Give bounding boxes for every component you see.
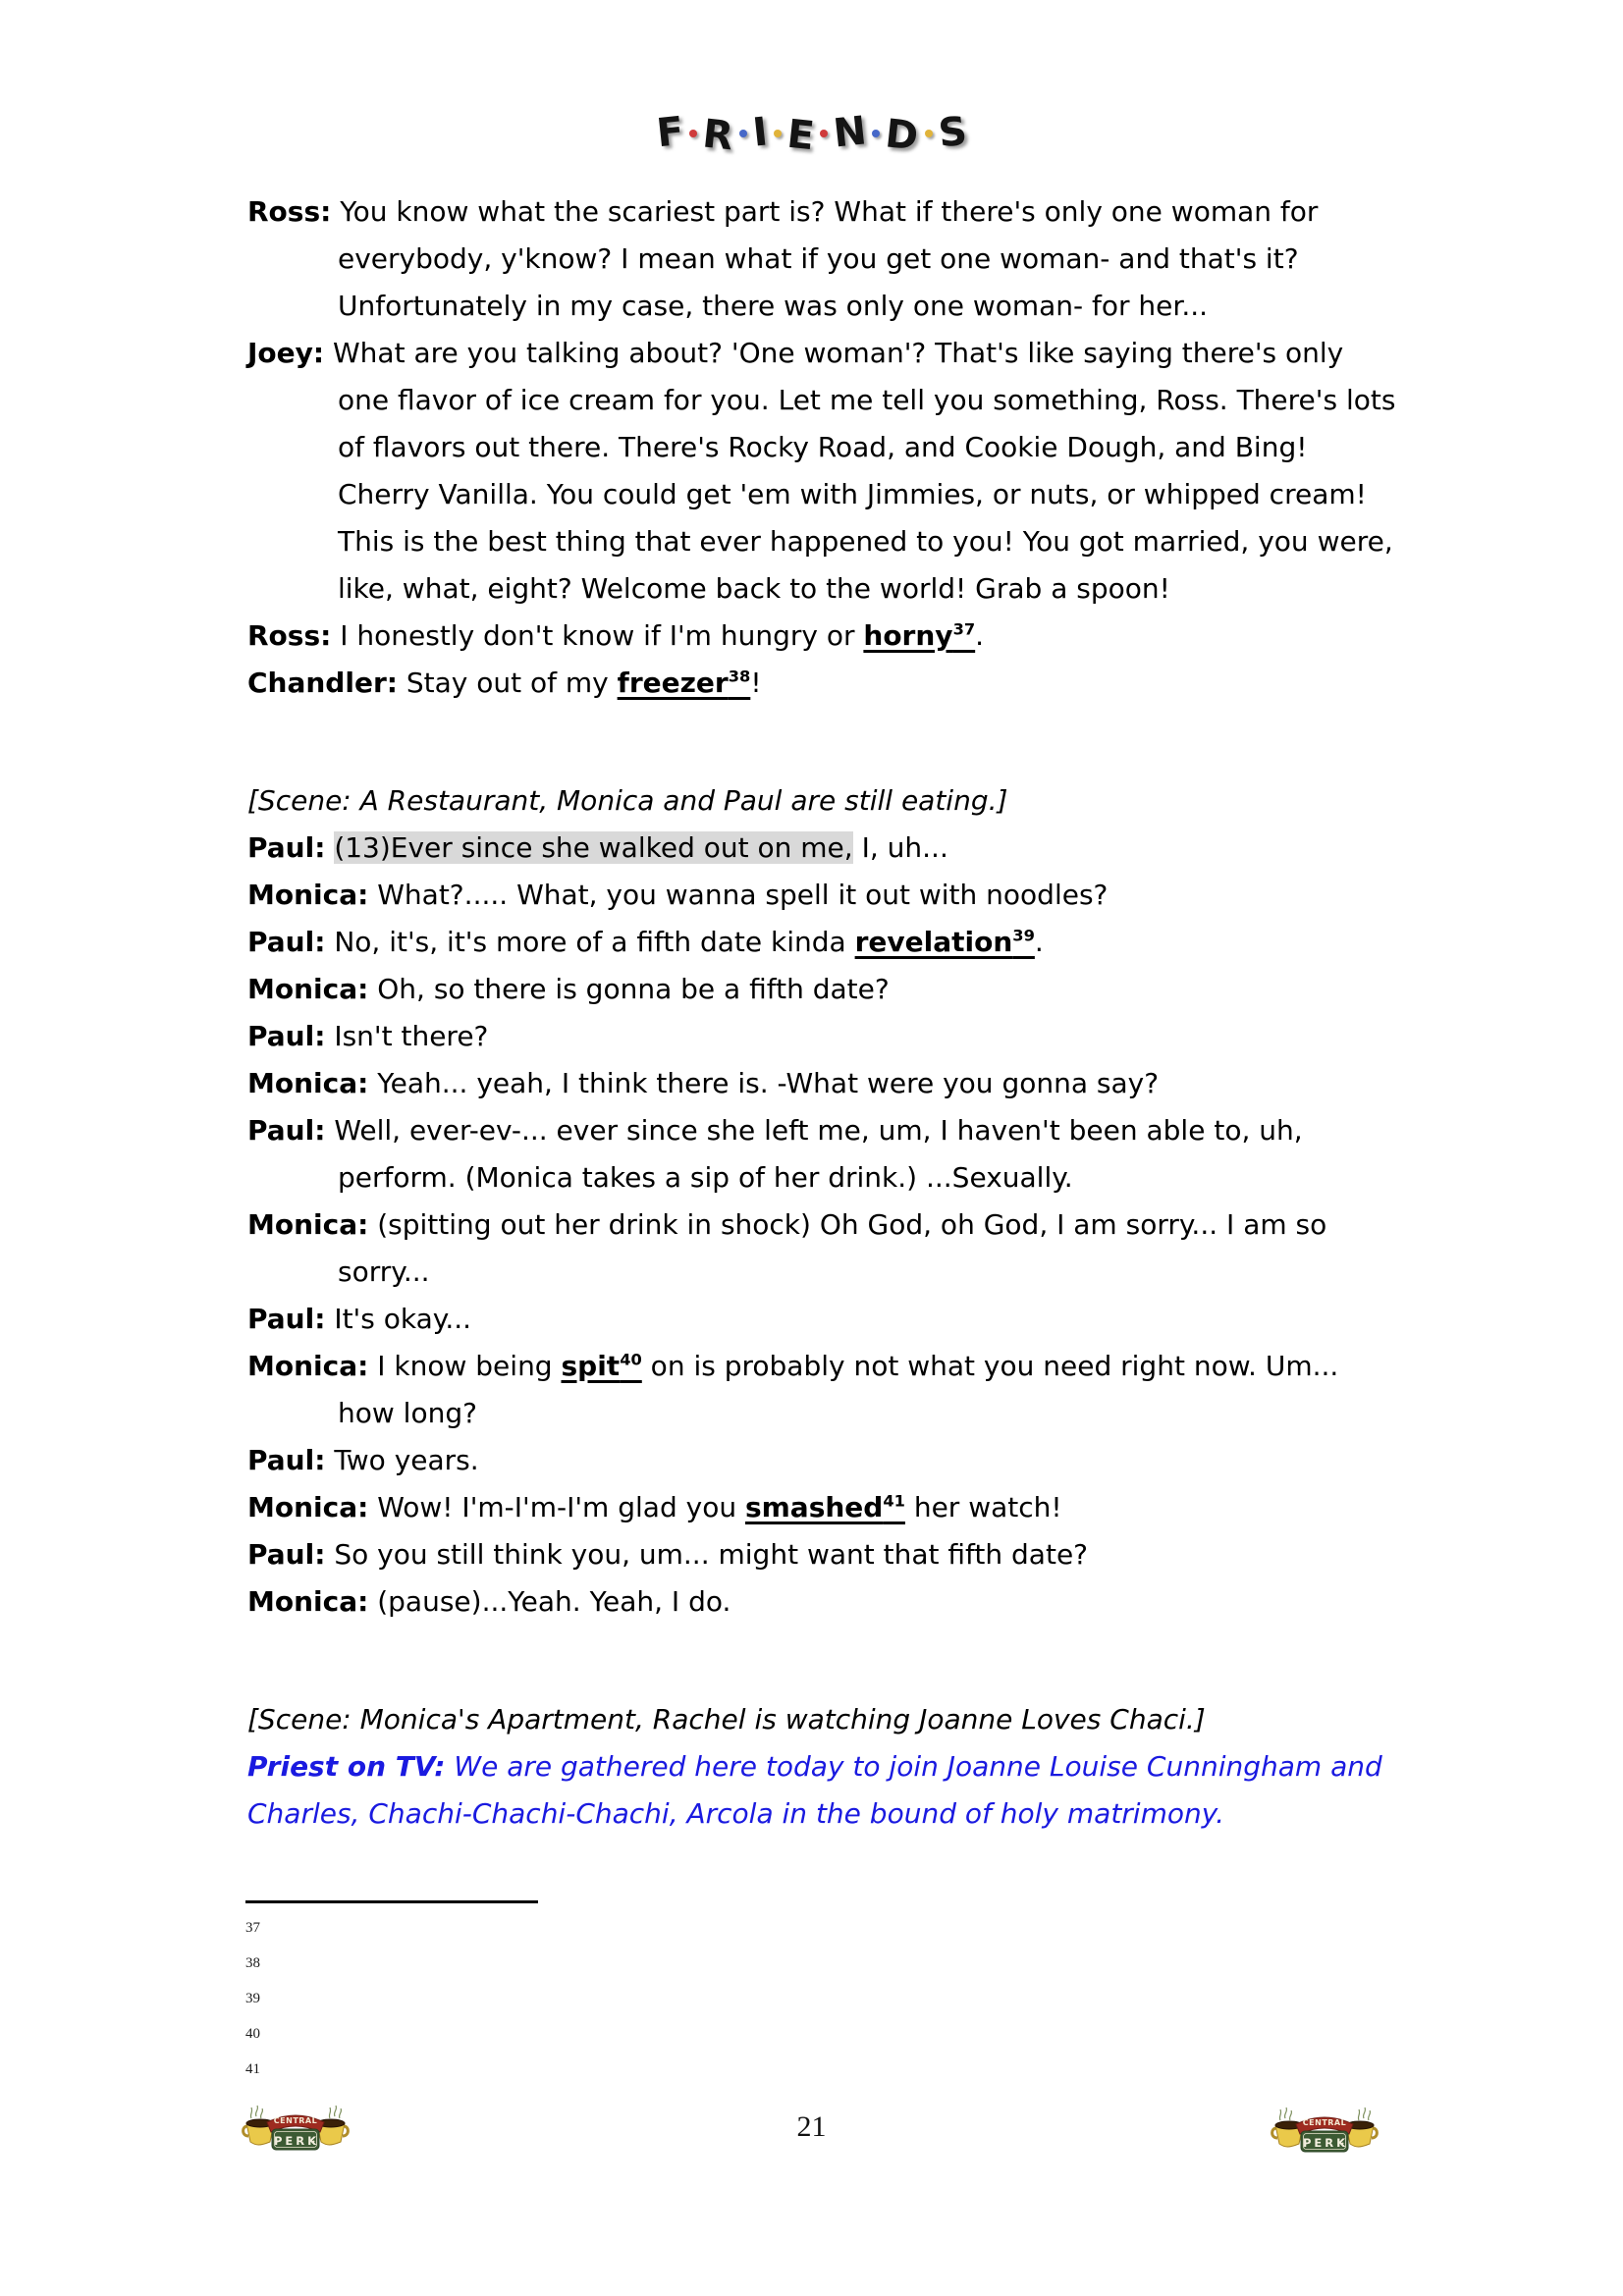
footnote-number: 38	[245, 1955, 260, 1971]
scene-heading: [Scene: Monica's Apartment, Rachel is watching Joanne Loves Chaci.]	[247, 1703, 1206, 1735]
speaker-name: Paul:	[247, 1303, 326, 1335]
dialogue-line: Ross: I honestly don't know if I'm hungry or horny$^{37}$.	[247, 619, 985, 652]
speaker-name: Monica:	[247, 1491, 369, 1523]
footnoted-term: freezer$^{38}$	[617, 667, 751, 699]
central-label: CENTRAL	[1302, 2118, 1347, 2127]
scene-heading: [Scene: A Restaurant, Monica and Paul are still eating.]	[247, 784, 1008, 817]
dialogue-line: Paul: Well, ever-ev-... ever since she left me, um, I haven't been able to, uh, perform. (Monica takes a sip of her drink.) ...Sexually.	[247, 1114, 1303, 1194]
footnote-number: 41	[245, 2061, 260, 2077]
friends-logo-dot	[689, 130, 697, 137]
footnote-ref: 40	[620, 1350, 642, 1369]
footnote-separator	[245, 1900, 538, 1903]
highlighted-text: (13)Ever since she walked out on me,	[334, 831, 853, 864]
footnote-number: 37	[245, 1920, 260, 1936]
speaker-name: Paul:	[247, 1020, 326, 1052]
speaker-name: Monica:	[247, 1208, 369, 1241]
speaker-name: Monica:	[247, 1585, 369, 1618]
speaker-name: Monica:	[247, 1350, 369, 1382]
friends-logo-dot	[925, 130, 933, 137]
footnoted-term: horny$^{37}$	[863, 619, 976, 652]
speaker-name: Joey:	[247, 337, 325, 369]
friends-logo-letter: E	[784, 111, 817, 160]
dialogue-line: Joey: What are you talking about? 'One woman'? That's like saying there's only one flavor of ice cream for you. Let me tell you something, Ross. There's lots of flavors out there. There's Rocky Road, and Cookie Dough, and Bing! Cherry Vanilla. You could get 'em with Jimmies, or nuts, or whipped cream! This is the best thing that ever happened to you! You got married, you were, like, what, eight? Welcome back to the world! Grab a spoon!	[247, 337, 1396, 605]
friends-logo-dot	[872, 130, 880, 137]
speaker-name: Priest on TV:	[247, 1750, 446, 1783]
friends-logo-letter: I	[750, 109, 770, 156]
speaker-name: Monica:	[247, 1067, 369, 1099]
friends-logo-dot	[739, 130, 747, 137]
footnote-ref: 41	[883, 1491, 905, 1511]
footnoted-term: smashed$^{41}$	[744, 1491, 905, 1523]
footnote-number: 39	[245, 1991, 260, 2006]
friends-logo-dot	[820, 130, 828, 137]
footnote-ref: 38	[728, 667, 751, 686]
friends-logo-letter: S	[936, 108, 969, 157]
speaker-name: Paul:	[247, 1114, 326, 1147]
perk-label: PERK	[1302, 2136, 1349, 2150]
dialogue-line: Monica: Wow! I'm-I'm-I'm glad you smashed$^{41}$ her watch!	[247, 1491, 1062, 1523]
speaker-name: Monica:	[247, 973, 369, 1005]
footnote-number: 40	[245, 2026, 260, 2042]
friends-logo-letter: N	[831, 108, 869, 157]
dialogue-line: Paul: It's okay...	[247, 1303, 472, 1335]
dialogue-line: Monica: Yeah... yeah, I think there is. -What were you gonna say?	[247, 1067, 1160, 1099]
footnoted-term: spit$^{40}$	[561, 1350, 642, 1382]
friends-logo-letter: F	[654, 108, 686, 157]
speaker-name: Paul:	[247, 1444, 326, 1476]
dialogue-line: Paul: So you still think you, um... might want that fifth date?	[247, 1538, 1089, 1571]
speaker-name: Monica:	[247, 879, 369, 911]
dialogue-line: Priest on TV: We are gathered here today to join Joanne Louise Cunningham and Charles, Chachi-Chachi-Chachi, Arcola in the bound of holy matrimony.	[247, 1750, 1382, 1830]
dialogue-line: Paul: No, it's, it's more of a fifth date kinda revelation$^{39}$.	[247, 926, 1044, 958]
dialogue-line: Paul: (13)Ever since she walked out on me, I, uh...	[247, 831, 948, 864]
friends-logo	[0, 106, 1623, 161]
dialogue-line: Ross: You know what the scariest part is? What if there's only one woman for everybody, y'know? I mean what if you get one woman- and that's it? Unfortunately in my case, there was only one woman- for her...	[247, 195, 1319, 322]
central-label: CENTRAL	[273, 2116, 318, 2125]
dialogue-line: Monica: Oh, so there is gonna be a fifth date?	[247, 973, 890, 1005]
footnote-ref: 37	[952, 619, 976, 639]
section-gap	[247, 707, 1396, 777]
friends-logo-letter: D	[883, 111, 921, 160]
dialogue-line: Monica: I know being spit$^{40}$ on is probably not what you need right now. Um... how long?	[247, 1350, 1339, 1429]
friends-logo-dot	[774, 130, 782, 137]
speaker-name: Chandler:	[247, 667, 398, 699]
central-perk-logo-right	[1271, 2105, 1379, 2165]
speaker-name: Paul:	[247, 831, 326, 864]
speaker-name: Ross:	[247, 195, 332, 228]
friends-logo-letter: R	[700, 111, 735, 160]
dialogue-line: Paul: Two years.	[247, 1444, 479, 1476]
footnote-list	[245, 1920, 260, 2097]
dialogue-line: Paul: Isn't there?	[247, 1020, 489, 1052]
footnoted-term: revelation$^{39}$	[854, 926, 1035, 958]
footnote-ref: 39	[1012, 926, 1035, 945]
script-body	[247, 188, 1396, 1838]
perk-label: PERK	[273, 2134, 320, 2148]
dialogue-line: Monica: (pause)...Yeah. Yeah, I do.	[247, 1585, 731, 1618]
dialogue-line: Monica: (spitting out her drink in shock) Oh God, oh God, I am sorry... I am so sorry...	[247, 1208, 1327, 1288]
section-gap	[247, 1626, 1396, 1696]
speaker-name: Ross:	[247, 619, 332, 652]
dialogue-line: Monica: What?..... What, you wanna spell it out with noodles?	[247, 879, 1109, 911]
page-number: 21	[796, 2110, 827, 2143]
speaker-name: Paul:	[247, 926, 326, 958]
dialogue-line: Chandler: Stay out of my freezer$^{38}$!	[247, 667, 762, 699]
speaker-name: Paul:	[247, 1538, 326, 1571]
